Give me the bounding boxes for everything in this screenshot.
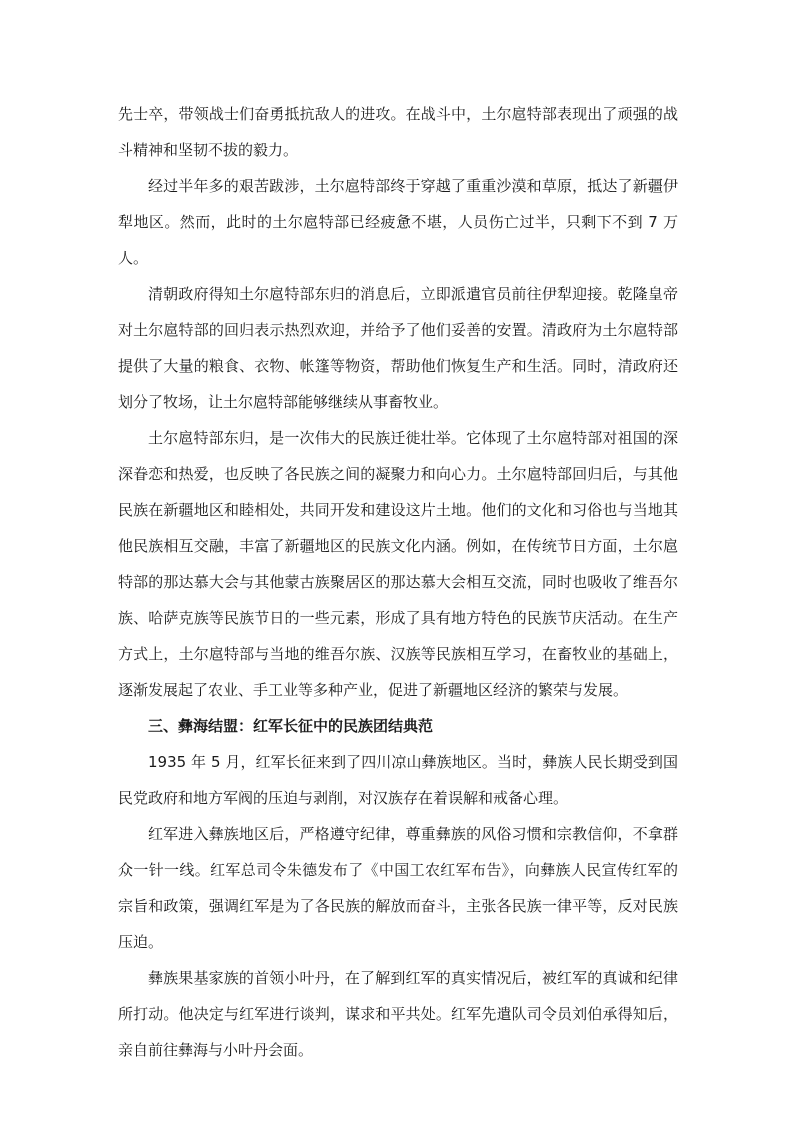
paragraph-6: 红军进入彝族地区后，严格遵守纪律，尊重彝族的风俗习惯和宗教信仰，不拿群众一针一线。红军总司令朱德发布了《中国工农红军布告》，向彝族人民宣传红军的宗旨和政策，强调红军是为了各民族的解放而奋斗，主张各民族一律平等，反对民族压迫。	[118, 825, 678, 951]
paragraph-3: 清朝政府得知土尔扈特部东归的消息后，立即派遣官员前往伊犁迎接。乾隆皇帝对土尔扈特部的回归表示热烈欢迎，并给予了他们妥善的安置。清政府为土尔扈特部提供了大量的粮食、衣物、帐篷等物资，帮助他们恢复生产和生活。同时，清政府还划分了牧场，让土尔扈特部能够继续从事畜牧业。	[118, 285, 678, 411]
section-heading: 三、彝海结盟：红军长征中的民族团结典范	[148, 717, 434, 735]
document-page	[118, 96, 678, 1068]
paragraph-1: 先士卒，带领战士们奋勇抵抗敌人的进攻。在战斗中，土尔扈特部表现出了顽强的战斗精神和坚韧不拔的毅力。	[118, 105, 678, 159]
paragraph-4: 土尔扈特部东归，是一次伟大的民族迁徙壮举。它体现了土尔扈特部对祖国的深深眷恋和热爱，也反映了各民族之间的凝聚力和向心力。土尔扈特部回归后，与其他民族在新疆地区和睦相处，共同开发和建设这片土地。他们的文化和习俗也与当地其他民族相互交融，丰富了新疆地区的民族文化内涵。例如，在传统节日方面，土尔扈特部的那达慕大会与其他蒙古族聚居区的那达慕大会相互交流，同时也吸收了维吾尔族、哈萨克族等民族节日的一些元素，形成了具有地方特色的民族节庆活动。在生产方式上，土尔扈特部与当地的维吾尔族、汉族等民族相互学习，在畜牧业的基础上，逐渐发展起了农业、手工业等多种产业，促进了新疆地区经济的繁荣与发展。	[118, 429, 678, 699]
paragraph-5: 1935 年 5 月，红军长征来到了四川凉山彝族地区。当时，彝族人民长期受到国民党政府和地方军阀的压迫与剥削，对汉族存在着误解和戒备心理。	[118, 753, 678, 807]
paragraph-7: 彝族果基家族的首领小叶丹，在了解到红军的真实情况后，被红军的真诚和纪律所打动。他决定与红军进行谈判，谋求和平共处。红军先遣队司令员刘伯承得知后，亲自前往彝海与小叶丹会面。	[118, 969, 678, 1059]
paragraph-2: 经过半年多的艰苦跋涉，土尔扈特部终于穿越了重重沙漠和草原，抵达了新疆伊犁地区。然而，此时的土尔扈特部已经疲惫不堪，人员伤亡过半，只剩下不到 7 万人。	[118, 177, 678, 267]
